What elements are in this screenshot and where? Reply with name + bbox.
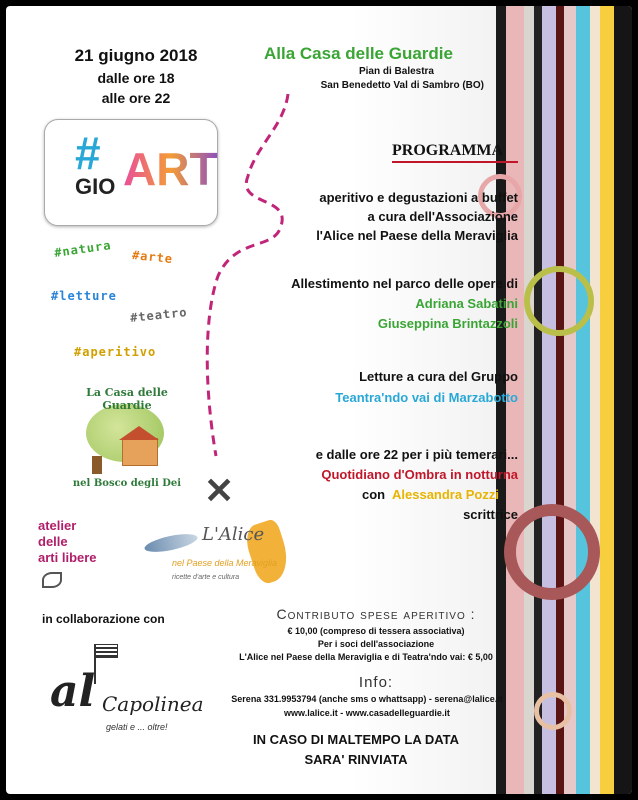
gioart-gio: GIO	[75, 174, 116, 199]
stripe-black-2	[534, 6, 542, 794]
fish-icon	[143, 531, 199, 556]
program-item2-intro: Allestimento nel parco delle opere di	[291, 276, 518, 291]
program-item1-line3: l'Alice nel Paese della Meraviglia	[316, 228, 518, 243]
maltempo-line1: IN CASO DI MALTEMPO LA DATA	[252, 732, 460, 747]
stripe-cyan	[576, 6, 590, 794]
contributo-line3: L'Alice nel Paese della Meraviglia e di Teatra'ndo vai: € 5,00	[239, 652, 493, 662]
artist-2: Giuseppina Brintazzoli	[377, 316, 518, 331]
event-time-from: dalle ore 18	[97, 70, 175, 86]
writer-role: scrittrice	[463, 507, 518, 522]
hashtag-arte: #arte	[131, 247, 174, 267]
casa-logo-top-text: La Casa delle Guardie	[86, 386, 168, 412]
cross-icon: ✕	[204, 470, 235, 511]
alice-tag: ricette d'arte e cultura	[172, 574, 240, 581]
contributo-line2: Per i soci dell'associazione	[317, 639, 435, 649]
hashtag-natura: #natura	[53, 238, 113, 260]
venue-line2: San Benedetto Val di Sambro (BO)	[320, 80, 484, 91]
stripe-beige	[590, 6, 600, 794]
casa-logo-bottom-text: nel Bosco degli Dei	[72, 478, 182, 489]
ring-decoration	[534, 692, 572, 730]
programma-title: PROGRAMMA	[392, 142, 504, 159]
stripe-rose	[564, 6, 576, 794]
info-title: Info:	[358, 674, 394, 691]
alice-name: L'Alice	[202, 524, 265, 545]
writer-name: Alessandra Pozzi	[392, 487, 499, 502]
casa-delle-guardie-logo	[64, 386, 190, 496]
alice-sub: nel Paese della Meraviglia	[172, 558, 278, 568]
stripe-lavender	[542, 6, 556, 794]
gioart-logo	[44, 119, 218, 226]
collab-label: in collaborazione con	[42, 612, 165, 626]
artist-1: Adriana Sabatini	[415, 296, 518, 311]
info-line1: Serena 331.9953794 (anche sms o whattsapp) - serena@lalice.it	[231, 694, 503, 704]
info-line2: www.lalice.it - www.casadelleguardie.it	[284, 708, 450, 718]
atelier-line2: delle	[38, 534, 68, 549]
programma-underline	[392, 161, 518, 163]
house-icon	[122, 438, 158, 466]
capolinea-tag: gelati e ... oltre!	[106, 722, 168, 732]
stripe-dark-red	[556, 6, 564, 794]
hashtag-letture: #letture	[51, 289, 117, 303]
alice-logo	[142, 518, 298, 594]
event-date: 21 giugno 2018	[74, 46, 198, 65]
gioart-art: ART	[123, 143, 218, 195]
capolinea-letters: al	[50, 666, 96, 717]
flag-icon	[94, 644, 118, 658]
hashtag-teatro: #teatro	[129, 305, 189, 325]
stripe-black-3	[614, 6, 632, 794]
poster	[6, 6, 632, 794]
atelier-logo	[36, 518, 122, 590]
night-event: Quotidiano d'Ombra in notturna	[321, 467, 518, 482]
capolinea-name: Capolinea	[102, 692, 204, 716]
atelier-line1: atelier	[38, 518, 77, 533]
contributo-line1: € 10,00 (compreso di tessera associativa)	[287, 626, 465, 636]
program-item4-intro: e dalle ore 22 per i più temerari...	[315, 447, 518, 462]
venue-line1: Pian di Balestra	[358, 66, 434, 77]
theatre-group: Teantra'ndo vai di Marzabotto	[335, 390, 518, 405]
capolinea-logo	[50, 640, 204, 750]
maltempo-line2: SARA' RINVIATA	[304, 752, 408, 767]
event-time-to: alle ore 22	[101, 90, 171, 106]
atelier-line3: arti libere	[38, 550, 97, 565]
con-label: con	[362, 487, 386, 502]
venue-name: Alla Casa delle Guardie	[264, 44, 453, 63]
leaf-icon	[42, 572, 62, 588]
ring-decoration	[524, 266, 594, 336]
program-item3-intro: Letture a cura del Gruppo	[359, 369, 518, 384]
program-item1-line2: a cura dell'Associazione	[367, 209, 518, 224]
program-item1-line1: aperitivo e degustazioni a buffet	[319, 190, 518, 205]
ring-decoration	[504, 504, 600, 600]
stripe-yellow	[600, 6, 614, 794]
hashtag-aperitivo: #aperitivo	[74, 345, 157, 359]
contributo-title: Contributo spese aperitivo :	[276, 606, 476, 622]
gioart-hash: #	[75, 127, 101, 179]
